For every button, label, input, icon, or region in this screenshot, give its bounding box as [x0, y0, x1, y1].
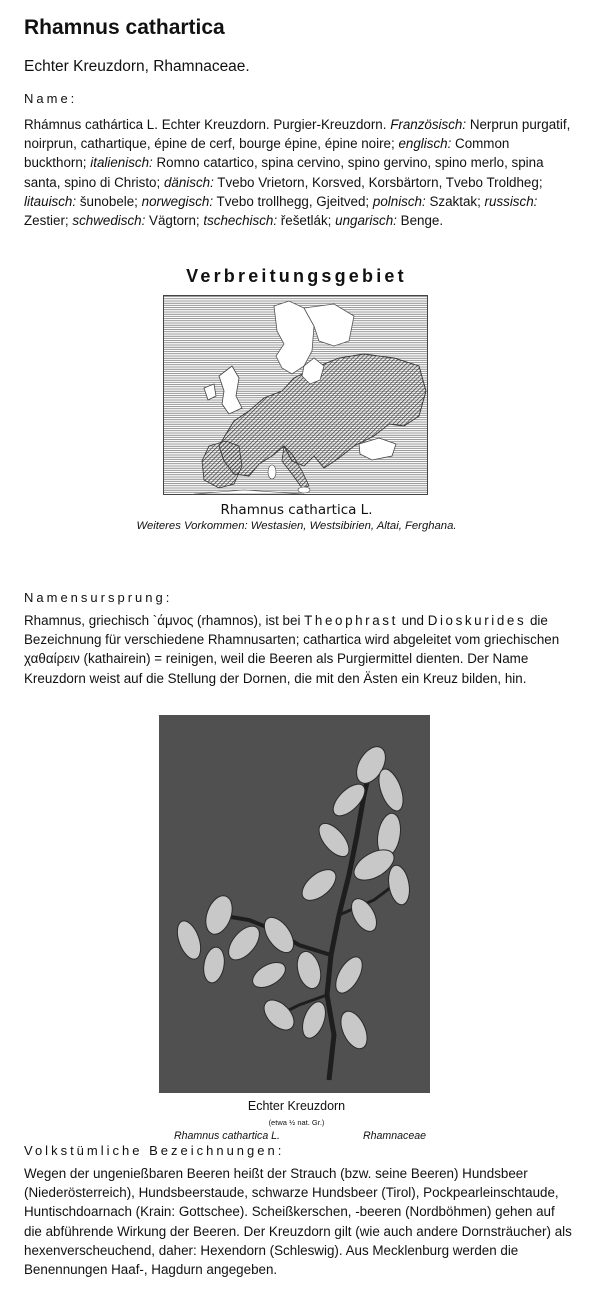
distribution-map	[163, 295, 428, 495]
name-text-segment: Tvebo trollhegg, Gjeitved;	[213, 193, 373, 209]
plant-branch-image	[159, 715, 430, 1093]
name-text-segment: Zestier;	[24, 213, 73, 229]
language-label: italienisch:	[90, 155, 153, 171]
language-label: tschechisch:	[203, 213, 278, 229]
name-section-heading: Name:	[24, 91, 78, 106]
europe-map-image	[164, 296, 427, 494]
photo-latin-name: Rhamnus cathartica L.	[174, 1130, 280, 1142]
author-name: Dioskurides	[427, 613, 527, 628]
name-text-segment: šunobele;	[76, 193, 142, 209]
language-label: ungarisch:	[335, 213, 397, 229]
photo-caption: Echter Kreuzdorn	[247, 1099, 346, 1113]
name-section-text	[24, 115, 572, 230]
origin-section-heading: Namensursprung:	[24, 590, 173, 605]
map-heading: Verbreitungsgebiet	[186, 266, 407, 286]
name-text-segment: Nerprun purgatif, noirprun, cathartique, épine de cerf, bourge épine, épine noire;	[24, 117, 571, 152]
origin-text-segment: Rhamnus, griechisch `άμνος (rhamnos), ist bei	[24, 613, 305, 628]
name-text-segment: Vägtorn;	[145, 213, 204, 229]
photo-scale-note: (etwa ½ nat. Gr.)	[268, 1118, 325, 1127]
language-label: polnisch:	[372, 193, 426, 209]
origin-text-segment: die Bezeichnung für verschiedene Rhamnusarten; cathartica wird abgeleitet vom griechischen χαθαίρειν (kathairein) = reinigen, weil die Beeren als Purgiermittel dienten. Der Name Kreuzdorn weist auf die Stellung der Dornen, die mit den Ästen ein Kreuz bilden, hin.	[24, 613, 560, 686]
map-caption: Rhamnus cathartica L.	[220, 502, 373, 518]
map-occurrence-note: Weiteres Vorkommen: Westasien, Westsibirien, Altai, Ferghana.	[136, 520, 457, 532]
folk-section-heading: Volkstümliche Bezeichnungen:	[24, 1143, 285, 1158]
name-text-segment: řešetlák;	[277, 213, 336, 229]
language-label: Französisch:	[390, 117, 467, 132]
page-title: Rhamnus cathartica	[24, 16, 225, 39]
name-text-segment: Common buckthorn;	[24, 136, 510, 171]
author-name: Theophrast	[304, 613, 398, 628]
language-label: schwedisch:	[72, 213, 146, 229]
buckthorn-photo	[159, 715, 430, 1093]
language-label: dänisch:	[163, 174, 214, 190]
origin-text-segment: und	[397, 613, 428, 628]
language-label: litauisch:	[24, 193, 77, 209]
page-subtitle: Echter Kreuzdorn, Rhamnaceae.	[24, 58, 250, 75]
origin-section-text	[24, 611, 572, 688]
name-text-segment: Romno catartico, spina cervino, spino gervino, spino merlo, spina santa, spino di Christo;	[24, 155, 544, 190]
language-label: norwegisch:	[141, 193, 214, 209]
photo-family-name: Rhamnaceae	[363, 1130, 427, 1142]
name-text-segment: Tvebo Vrietorn, Korsved, Korsbärtorn, Tvebo Troldheg;	[213, 174, 543, 190]
name-text-segment: Rhámnus cathártica L. Echter Kreuzdorn. Purgier-Kreuzdorn.	[24, 117, 391, 132]
name-text-segment: Benge.	[396, 213, 444, 229]
name-text-segment: Szaktak;	[425, 193, 485, 209]
language-label: englisch:	[398, 136, 452, 152]
folk-section-text: Wegen der ungenießbaren Beeren heißt der Strauch (bzw. seine Beeren) Hundsbeer (Niederösterreich), Hundsbeerstaude, schwarze Hundsbeer (Tirol), Pockpearleinschtaude, Huntischdoarnach (Krain: Gottschee). Scheißkerschen, -beeren (Nordböhmen) gehen auf die abführende Wirkung der Beeren. Der Kreuzdorn gilt (wie auch andere Dornsträucher) als hexenverscheuchend, daher: Hexendorn (Schleswig). Aus Mecklenburg werden die Benennungen Haaf-, Hagdurn angegeben.	[24, 1166, 572, 1278]
language-label: russisch:	[484, 193, 538, 209]
